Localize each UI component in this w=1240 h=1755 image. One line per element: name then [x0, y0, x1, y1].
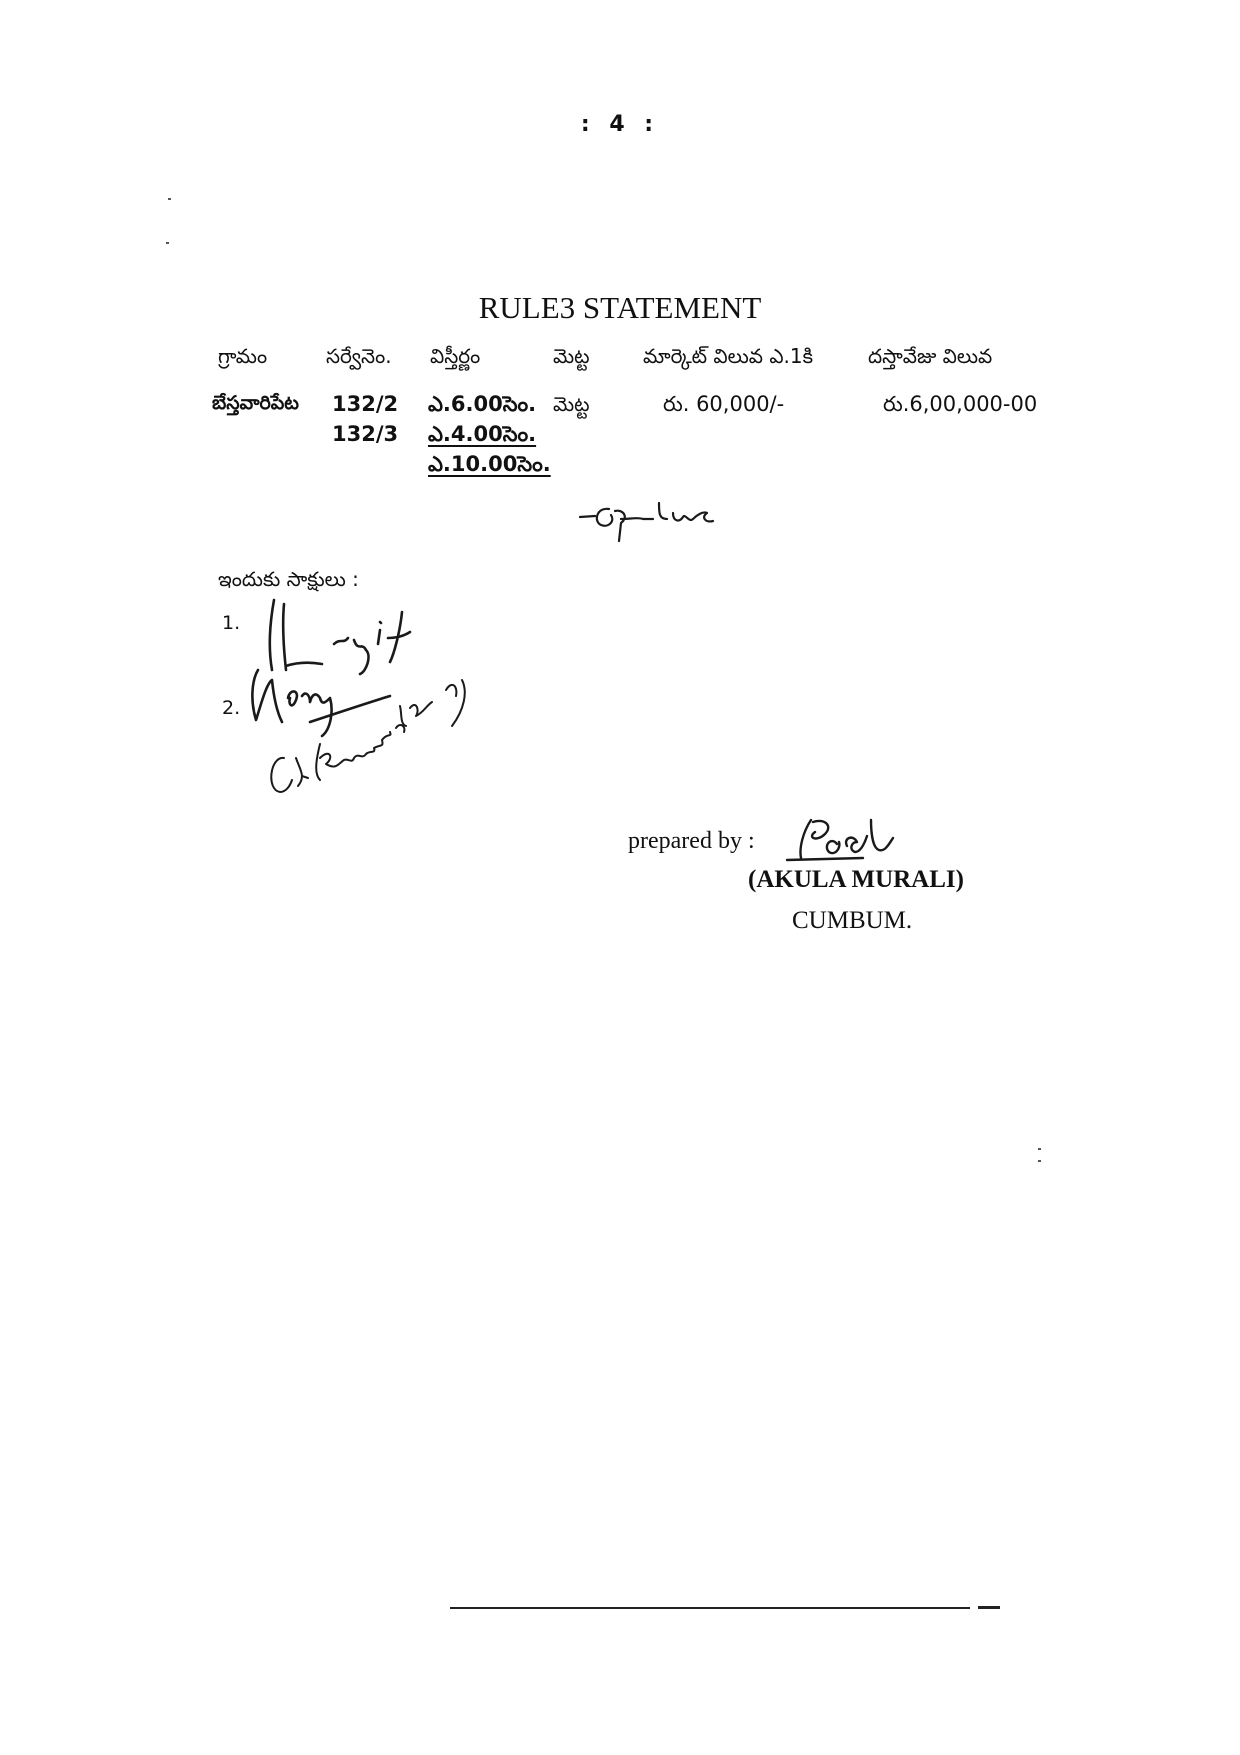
- scan-speck: [1038, 1148, 1041, 1150]
- witness-2-signature: [250, 640, 550, 810]
- survey-number: 132/3: [332, 422, 399, 446]
- prepared-by-label: prepared by :: [628, 828, 755, 854]
- preparer-signature: [785, 812, 955, 872]
- place-name: CUMBUM.: [792, 907, 913, 934]
- header-extent: విస్తీర్ణం: [430, 344, 481, 368]
- scan-speck: [168, 198, 171, 200]
- witness-number: 2.: [222, 697, 241, 719]
- survey-number: 132/2: [332, 392, 399, 416]
- header-document-value: దస్తావేజు విలువ: [868, 344, 993, 368]
- total-extent: ఎ.10.00సెం.: [428, 452, 551, 476]
- scan-speck: [166, 242, 169, 244]
- document-value: రు.6,00,000-00: [883, 392, 1038, 416]
- footer-rule: [450, 1607, 970, 1609]
- witness-number: 1.: [222, 612, 241, 634]
- document-title: RULE3 STATEMENT: [478, 290, 762, 325]
- scan-speck: [1038, 1160, 1041, 1162]
- market-value: రు. 60,000/-: [663, 392, 785, 416]
- land-type: మెట్ట: [553, 392, 590, 416]
- page-number: : 4 :: [580, 112, 660, 137]
- preparer-name: (AKULA MURALI): [748, 866, 964, 893]
- village-name: బేస్తవారిపేట: [212, 392, 299, 414]
- witnesses-label: ఇందుకు సాక్షులు :: [218, 567, 359, 591]
- header-village: గ్రామం: [218, 344, 268, 368]
- extent-value: ఎ.4.00సెం.: [428, 422, 537, 446]
- header-market-value: మార్కెట్ విలువ ఎ.1కి: [643, 344, 814, 368]
- extent-value: ఎ.6.00సెం.: [428, 392, 537, 416]
- header-survey: సర్వేనెం.: [326, 344, 392, 368]
- header-land-type: మెట్ట: [553, 344, 590, 368]
- footer-dash: [978, 1606, 1000, 1609]
- executant-signature: [575, 495, 755, 555]
